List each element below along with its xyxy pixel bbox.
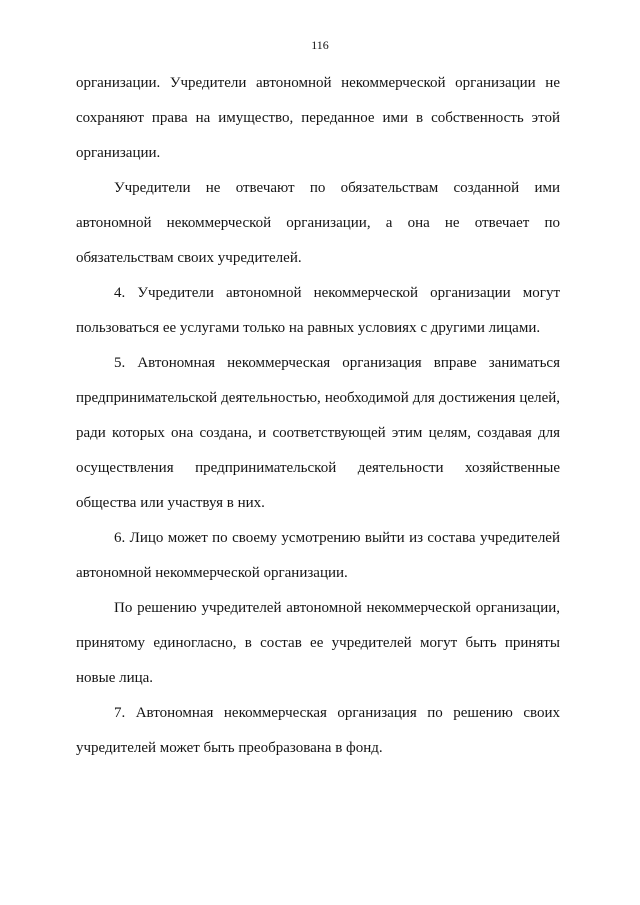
text-line: общества или участвуя в них.	[76, 495, 265, 511]
text-line: предпринимательской деятельностью, необходимой для достижения целей,	[76, 390, 560, 406]
text-line: 7. Автономная некоммерческая организация по решению своих	[114, 705, 560, 721]
text-line: организации. Учредители автономной некоммерческой организации не	[76, 75, 560, 91]
text-line: учредителей может быть преобразована в фонд.	[76, 740, 383, 756]
text-line: автономной некоммерческой организации, а она не отвечает по	[76, 215, 560, 231]
text-line: пользоваться ее услугами только на равных условиях с другими лицами.	[76, 320, 541, 336]
text-line: ради которых она создана, и соответствующей этим целям, создавая для	[76, 425, 560, 441]
text-line: Учредители не отвечают по обязательствам созданной ими	[114, 180, 560, 196]
text-line: принятому единогласно, в состав ее учредителей могут быть приняты	[76, 635, 560, 651]
text-line: обязательствам своих учредителей.	[76, 250, 302, 266]
text-line: осуществления предпринимательской деятельности хозяйственные	[76, 460, 560, 476]
text-line: сохраняют права на имущество, переданное ими в собственность этой	[76, 110, 560, 126]
text-line: 5. Автономная некоммерческая организация вправе заниматься	[114, 355, 560, 371]
text-line: 6. Лицо может по своему усмотрению выйти из состава учредителей	[114, 530, 560, 546]
page-number: 116	[311, 38, 329, 52]
text-line: По решению учредителей автономной некоммерческой организации,	[114, 600, 560, 616]
text-line: автономной некоммерческой организации.	[76, 565, 348, 581]
text-line: новые лица.	[76, 670, 154, 686]
text-line: организации.	[76, 145, 161, 161]
text-line: 4. Учредители автономной некоммерческой организации могут	[114, 285, 560, 301]
